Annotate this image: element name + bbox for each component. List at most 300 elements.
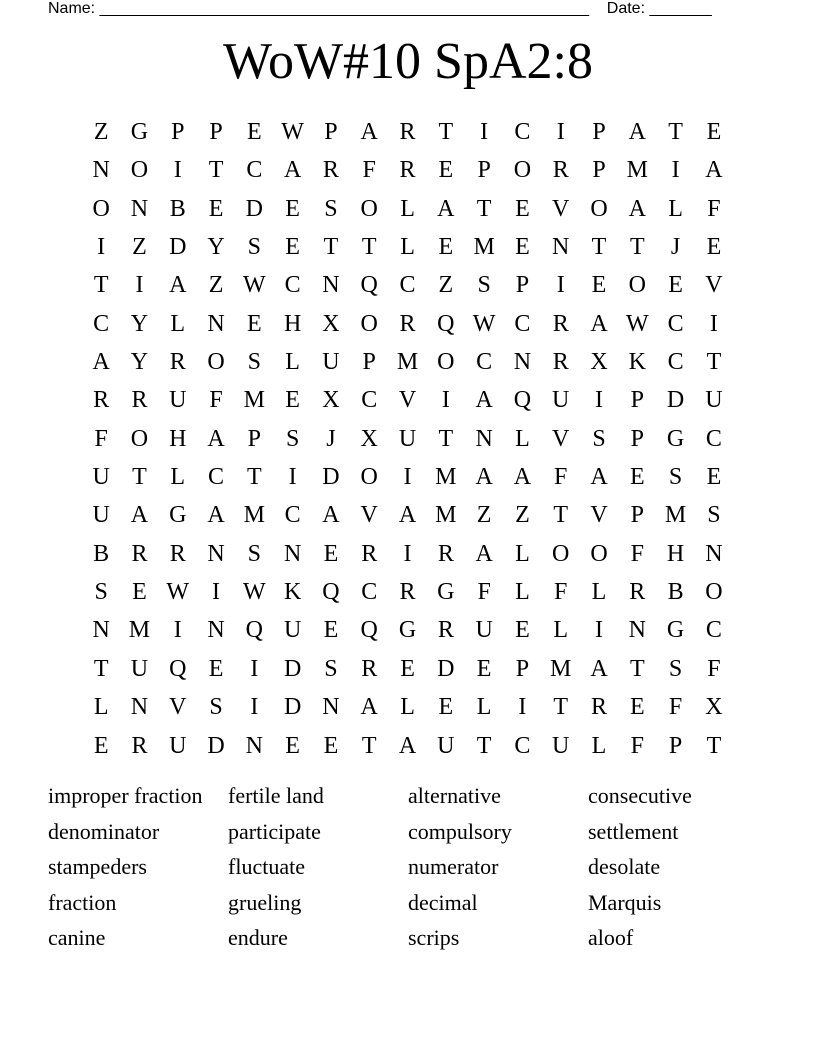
grid-letter: Y <box>130 349 149 376</box>
grid-letter: T <box>706 732 722 759</box>
word-list-item: aloof <box>588 925 634 950</box>
grid-letter: I <box>671 157 680 184</box>
grid-letter: P <box>209 119 223 145</box>
grid-letter: A <box>322 502 340 529</box>
grid-letter: O <box>360 310 378 337</box>
grid-letter: C <box>476 349 493 376</box>
grid-letter: N <box>628 617 646 644</box>
grid-letter: S <box>668 655 683 682</box>
grid-letter: V <box>552 195 570 222</box>
letter-grid <box>82 113 733 765</box>
grid-letter: L <box>400 694 415 721</box>
grid-letter: N <box>207 310 225 337</box>
grid-letter: C <box>246 157 263 184</box>
grid-letter: S <box>285 425 300 452</box>
grid-letter: Z <box>208 272 224 299</box>
grid-letter: O <box>92 195 110 222</box>
grid-letter: U <box>437 732 455 759</box>
name-blank: _______________________________________________________ <box>99 0 589 17</box>
grid-letter: T <box>247 464 262 491</box>
grid-letter: E <box>591 272 607 299</box>
grid-letter: P <box>247 425 262 452</box>
grid-letter: U <box>552 387 570 414</box>
grid-letter: B <box>93 540 110 567</box>
grid-letter: W <box>625 310 649 337</box>
grid-letter: T <box>629 655 645 682</box>
grid-letter: R <box>552 310 569 337</box>
grid-letter: I <box>250 655 259 682</box>
grid-letter: A <box>169 272 187 299</box>
grid-letter: E <box>247 310 262 337</box>
word-list-item: improper fraction <box>48 783 203 808</box>
grid-letter: R <box>437 617 454 644</box>
grid-letter: A <box>398 732 417 759</box>
grid-letter: V <box>169 694 187 721</box>
grid-letter: I <box>173 157 182 184</box>
grid-letter: O <box>360 195 378 222</box>
grid-letter: L <box>400 234 415 261</box>
grid-letter: O <box>628 272 646 299</box>
grid-letter: L <box>668 195 683 222</box>
grid-letter: U <box>475 617 493 644</box>
grid-letter: T <box>553 694 569 721</box>
grid-letter: Q <box>169 655 187 682</box>
grid-letter: A <box>475 464 493 491</box>
grid-letter: N <box>475 425 493 452</box>
grid-letter: E <box>247 119 262 145</box>
grid-letter: C <box>705 425 722 452</box>
grid-letter: F <box>630 732 644 759</box>
grid-letter: R <box>552 349 569 376</box>
grid-letter: P <box>630 425 644 452</box>
grid-letter: T <box>132 464 147 491</box>
grid-letter: R <box>131 387 148 414</box>
grid-letter: A <box>590 464 608 491</box>
grid-letter: A <box>437 195 455 222</box>
grid-letter: N <box>513 349 532 376</box>
grid-letter: I <box>97 234 106 261</box>
grid-letter: N <box>322 272 340 299</box>
grid-letter: R <box>361 540 378 567</box>
grid-letter: V <box>360 502 378 529</box>
grid-letter: X <box>322 387 340 414</box>
grid-letter: E <box>476 655 492 682</box>
grid-letter: P <box>362 349 376 376</box>
grid-letter: O <box>513 157 532 184</box>
grid-letter: C <box>514 119 531 145</box>
grid-letter: E <box>706 119 722 145</box>
grid-letter: E <box>629 694 645 721</box>
grid-letter: Z <box>438 272 454 299</box>
word-list-item: Marquis <box>588 889 662 915</box>
grid-letter: N <box>130 195 149 222</box>
grid-letter: E <box>132 579 147 606</box>
grid-letter: M <box>435 464 457 491</box>
grid-letter: I <box>403 540 412 567</box>
grid-letter: U <box>283 617 302 644</box>
grid-letter: A <box>207 502 225 529</box>
grid-letter: N <box>207 540 225 567</box>
grid-letter: L <box>553 617 569 644</box>
grid-letter: R <box>361 655 378 682</box>
grid-letter: S <box>477 272 491 299</box>
grid-letter: J <box>670 234 681 261</box>
grid-letter: I <box>403 464 412 491</box>
grid-letter: D <box>207 732 225 759</box>
grid-letter: C <box>284 272 301 299</box>
word-list-item: consecutive <box>588 783 692 808</box>
grid-letter: S <box>592 425 606 452</box>
grid-letter: P <box>515 272 530 299</box>
grid-letter: R <box>591 694 608 721</box>
grid-letter: H <box>283 310 302 337</box>
grid-letter: E <box>515 195 530 222</box>
grid-letter: P <box>171 119 185 145</box>
grid-letter: K <box>628 349 646 376</box>
grid-letter: T <box>93 655 109 682</box>
grid-letter: E <box>323 732 339 759</box>
grid-letter: L <box>515 540 530 567</box>
grid-letter: D <box>437 655 455 682</box>
grid-letter: L <box>515 425 530 452</box>
grid-letter: E <box>629 464 645 491</box>
grid-letter: I <box>480 119 489 145</box>
grid-letter: N <box>245 732 263 759</box>
grid-letter: Z <box>93 119 109 145</box>
grid-letter: E <box>285 732 300 759</box>
word-list-item: alternative <box>408 783 501 808</box>
grid-letter: P <box>630 387 644 414</box>
grid-letter: H <box>169 425 187 452</box>
grid-letter: R <box>399 579 416 606</box>
word-list-item: desolate <box>588 854 661 879</box>
grid-letter: A <box>590 310 608 337</box>
grid-letter: E <box>706 234 722 261</box>
grid-letter: A <box>475 540 493 567</box>
grid-letter: B <box>667 579 684 606</box>
grid-letter: U <box>169 387 187 414</box>
grid-letter: G <box>398 617 417 644</box>
word-list-item: canine <box>48 925 106 950</box>
grid-letter: A <box>283 157 302 184</box>
grid-letter: F <box>94 425 108 452</box>
grid-letter: S <box>94 579 108 606</box>
word-list-item: fluctuate <box>228 854 305 879</box>
grid-letter: S <box>247 349 262 376</box>
grid-letter: U <box>322 349 340 376</box>
grid-letter: G <box>130 119 149 145</box>
grid-letter: U <box>130 655 149 682</box>
grid-letter: D <box>283 694 302 721</box>
grid-letter: T <box>591 234 607 261</box>
grid-letter: R <box>131 540 148 567</box>
grid-letter: G <box>437 579 455 606</box>
grid-letter: F <box>707 655 721 682</box>
grid-letter: T <box>476 195 492 222</box>
grid-letter: P <box>592 119 606 145</box>
grid-letter: S <box>209 694 223 721</box>
grid-letter: I <box>595 387 603 414</box>
grid-letter: L <box>591 732 607 759</box>
grid-letter: G <box>169 502 187 529</box>
grid-letter: Q <box>437 310 455 337</box>
word-list-item: fraction <box>48 889 117 915</box>
grid-letter: M <box>396 349 419 376</box>
grid-letter: L <box>515 579 530 606</box>
grid-letter: M <box>664 502 687 529</box>
grid-letter: C <box>399 272 416 299</box>
grid-letter: U <box>92 464 110 491</box>
grid-letter: X <box>360 425 378 452</box>
grid-letter: O <box>590 195 608 222</box>
grid-letter: C <box>208 464 225 491</box>
grid-letter: M <box>626 157 648 184</box>
grid-letter: F <box>477 579 491 606</box>
grid-letter: X <box>322 310 340 337</box>
grid-letter: N <box>92 157 110 184</box>
grid-letter: Q <box>245 617 263 644</box>
grid-letter: D <box>666 387 685 414</box>
word-list-item: compulsory <box>408 818 512 844</box>
grid-letter: I <box>250 694 259 721</box>
grid-letter: S <box>668 464 683 491</box>
grid-letter: P <box>515 655 530 682</box>
grid-letter: M <box>473 234 495 261</box>
grid-letter: C <box>514 732 531 759</box>
grid-letter: R <box>629 579 646 606</box>
grid-letter: T <box>553 502 569 529</box>
grid-letter: F <box>630 540 644 567</box>
grid-letter: S <box>324 655 338 682</box>
name-label: Name: <box>48 0 96 17</box>
grid-letter: R <box>399 119 416 145</box>
grid-letter: O <box>552 540 570 567</box>
grid-letter: I <box>556 272 565 299</box>
grid-letter: I <box>212 579 221 606</box>
grid-letter: T <box>438 425 454 452</box>
grid-letter: M <box>243 387 265 414</box>
word-list-item: decimal <box>408 889 478 915</box>
grid-letter: R <box>169 540 186 567</box>
grid-letter: C <box>361 387 378 414</box>
grid-letter: E <box>706 464 722 491</box>
grid-letter: A <box>628 195 646 222</box>
grid-letter: K <box>283 579 302 606</box>
grid-letter: T <box>438 119 454 145</box>
grid-letter: L <box>591 579 607 606</box>
grid-letter: D <box>283 655 302 682</box>
date-blank: _______ <box>649 0 712 17</box>
grid-letter: Q <box>322 579 340 606</box>
grid-letter: W <box>166 579 190 606</box>
grid-letter: T <box>668 119 683 145</box>
grid-letter: U <box>398 425 417 452</box>
grid-letter: A <box>398 502 417 529</box>
grid-letter: U <box>705 387 723 414</box>
word-list-item: endure <box>228 925 288 950</box>
grid-letter: O <box>130 425 149 452</box>
grid-letter: Y <box>130 310 149 337</box>
grid-letter: C <box>284 502 301 529</box>
word-list-item: scrips <box>408 925 460 950</box>
grid-letter: M <box>128 617 151 644</box>
grid-letter: I <box>518 694 527 721</box>
grid-letter: J <box>326 425 336 452</box>
grid-letter: T <box>706 349 722 376</box>
grid-letter: W <box>243 579 266 606</box>
grid-letter: E <box>285 387 300 414</box>
grid-letter: T <box>361 234 377 261</box>
grid-letter: R <box>169 349 186 376</box>
grid-letter: N <box>705 540 723 567</box>
grid-letter: T <box>629 234 645 261</box>
grid-letter: L <box>400 195 415 222</box>
grid-letter: N <box>207 617 225 644</box>
grid-letter: Q <box>513 387 532 414</box>
grid-letter: S <box>247 234 262 261</box>
grid-letter: A <box>360 119 378 145</box>
grid-letter: C <box>705 617 722 644</box>
grid-letter: F <box>668 694 683 721</box>
grid-letter: T <box>361 732 377 759</box>
grid-letter: P <box>592 157 606 184</box>
grid-letter: I <box>135 272 144 299</box>
grid-letter: E <box>400 655 415 682</box>
grid-letter: V <box>590 502 608 529</box>
grid-letter: S <box>707 502 721 529</box>
grid-letter: L <box>170 464 186 491</box>
grid-letter: F <box>209 387 223 414</box>
grid-letter: O <box>437 349 455 376</box>
grid-letter: A <box>207 425 225 452</box>
grid-letter: P <box>324 119 338 145</box>
grid-letter: M <box>435 502 457 529</box>
grid-letter: E <box>323 540 339 567</box>
grid-letter: C <box>514 310 531 337</box>
grid-letter: D <box>245 195 263 222</box>
grid-letter: G <box>666 617 685 644</box>
grid-letter: T <box>93 272 109 299</box>
grid-letter: V <box>398 387 417 414</box>
grid-letter: F <box>707 195 721 222</box>
grid-letter: L <box>170 310 186 337</box>
grid-letter: E <box>285 234 300 261</box>
grid-letter: R <box>552 157 569 184</box>
page-title: WoW#10 SpA2:8 <box>223 33 593 90</box>
grid-letter: V <box>552 425 570 452</box>
word-list-item: fertile land <box>228 783 324 808</box>
grid-letter: U <box>92 502 110 529</box>
grid-letter: P <box>477 157 491 184</box>
word-list-item: settlement <box>588 818 679 844</box>
grid-letter: A <box>130 502 149 529</box>
grid-letter: R <box>93 387 110 414</box>
grid-letter: E <box>285 195 300 222</box>
grid-letter: X <box>590 349 608 376</box>
grid-letter: I <box>288 464 297 491</box>
word-list-item: participate <box>228 818 321 844</box>
grid-letter: W <box>243 272 266 299</box>
grid-letter: S <box>324 195 338 222</box>
grid-letter: X <box>705 694 723 721</box>
word-list-item: denominator <box>48 818 160 844</box>
grid-letter: E <box>438 234 454 261</box>
grid-letter: H <box>666 540 685 567</box>
grid-letter: N <box>283 540 302 567</box>
grid-letter: A <box>590 655 608 682</box>
grid-letter: R <box>437 540 454 567</box>
grid-letter: R <box>399 157 416 184</box>
grid-letter: C <box>93 310 110 337</box>
grid-letter: R <box>322 157 339 184</box>
grid-letter: E <box>208 655 224 682</box>
grid-letter: W <box>472 310 496 337</box>
grid-letter: T <box>208 157 224 184</box>
header-line <box>48 0 712 18</box>
grid-letter: Z <box>515 502 530 529</box>
grid-letter: U <box>552 732 570 759</box>
grid-letter: A <box>513 464 532 491</box>
grid-letter: I <box>556 119 565 145</box>
grid-letter: N <box>552 234 570 261</box>
grid-letter: E <box>323 617 339 644</box>
grid-letter: E <box>438 157 454 184</box>
grid-letter: R <box>399 310 416 337</box>
grid-letter: I <box>173 617 182 644</box>
grid-letter: R <box>131 732 148 759</box>
grid-letter: E <box>208 195 224 222</box>
grid-letter: L <box>476 694 492 721</box>
grid-letter: S <box>247 540 262 567</box>
grid-letter: F <box>554 579 568 606</box>
grid-letter: O <box>130 157 149 184</box>
grid-letter: W <box>281 119 304 145</box>
grid-letter: O <box>207 349 225 376</box>
grid-letter: Y <box>207 234 225 261</box>
date-label: Date: <box>606 0 646 17</box>
grid-letter: V <box>705 272 723 299</box>
word-list-item: stampeders <box>48 854 147 879</box>
grid-letter: D <box>169 234 187 261</box>
grid-letter: N <box>92 617 110 644</box>
word-list <box>48 778 768 956</box>
grid-letter: F <box>554 464 568 491</box>
grid-letter: I <box>441 387 450 414</box>
word-list-item: numerator <box>408 854 499 879</box>
grid-letter: M <box>550 655 572 682</box>
grid-letter: Q <box>360 617 378 644</box>
grid-letter: A <box>92 349 110 376</box>
grid-letter: E <box>93 732 109 759</box>
grid-letter: E <box>515 234 530 261</box>
grid-letter: O <box>705 579 723 606</box>
grid-letter: C <box>667 349 684 376</box>
grid-letter: T <box>476 732 492 759</box>
grid-letter: N <box>130 694 149 721</box>
grid-letter: P <box>630 502 644 529</box>
grid-letter: D <box>322 464 340 491</box>
grid-letter: A <box>475 387 493 414</box>
grid-letter: P <box>668 732 683 759</box>
grid-letter: L <box>93 694 109 721</box>
grid-letter: C <box>667 310 684 337</box>
grid-letter: A <box>705 157 723 184</box>
grid-letter: T <box>323 234 339 261</box>
grid-letter: L <box>285 349 300 376</box>
grid-letter: O <box>360 464 378 491</box>
grid-letter: G <box>666 425 685 452</box>
grid-letter: M <box>243 502 265 529</box>
